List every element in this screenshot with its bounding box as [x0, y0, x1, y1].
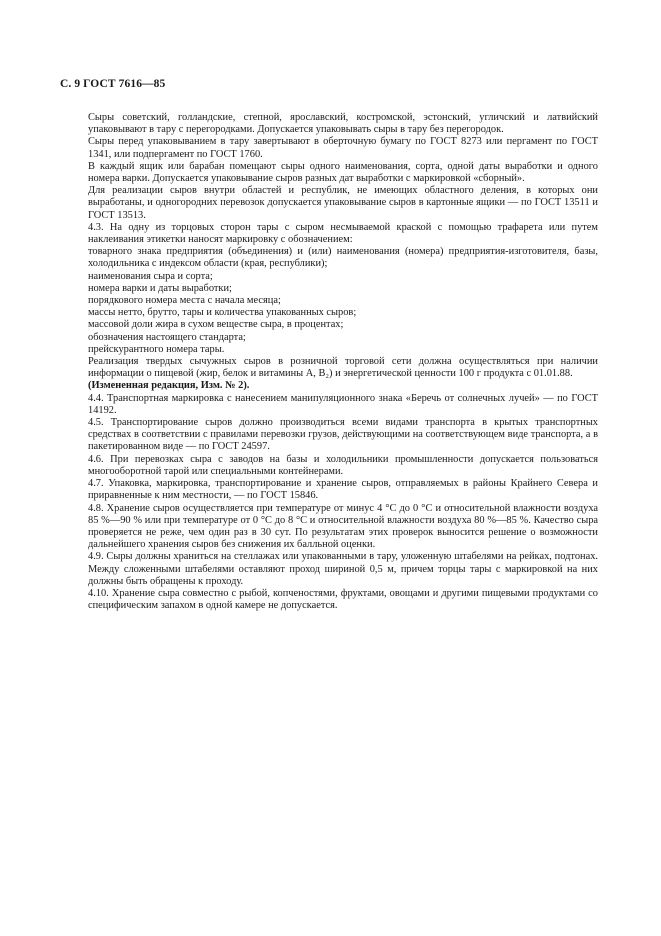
- list-item: прейскурантного номера тары.: [88, 343, 225, 355]
- body-text: [88, 112, 598, 612]
- paragraph: товарного знака предприятия (объединения) и (или) наименования (номера) предприятия-изготовителя, базы, холодильника с индексом области (края, республики);: [88, 246, 598, 270]
- paragraph: Сыры перед упаковыванием в тару завертывают в оберточную бумагу по ГОСТ 8273 или пергамент по ГОСТ 1341, или подпергамент по ГОСТ 1760.: [88, 136, 598, 160]
- paragraph: 4.9. Сыры должны храниться на стеллажах или упакованными в тару, уложенную штабелями на рейках, подтонах. Между сложенными штабелями оставляют проход шириной 0,5 м, причем торцы тары с маркировкой на них должны быть обращены к проходу.: [88, 551, 598, 587]
- paragraph: 4.5. Транспортирование сыров должно производиться всеми видами транспорта в крытых транспортных средствах в соответствии с правилами перевозки грузов, действующими на соответствующем виде транспорта, а в пакетированном виде — по ГОСТ 24597.: [88, 417, 598, 453]
- paragraph: 4.7. Упаковка, маркировка, транспортирование и хранение сыров, отправляемых в районы Крайнего Севера и приравненные к ним местности, — по ГОСТ 15846.: [88, 478, 598, 502]
- paragraph: 4.6. При перевозках сыра с заводов на базы и холодильники промышленности допускается пользоваться многооборотной тарой или специальными контейнерами.: [88, 453, 598, 477]
- paragraph: Для реализации сыров внутри областей и республик, не имеющих областного деления, в которых они выработаны, и одногородних перевозок допускается упаковывание сыров в картонные ящики — по ГОСТ 13511 и ГОСТ 13513.: [88, 185, 598, 221]
- list-item: массовой доли жира в сухом веществе сыра, в процентах;: [88, 319, 344, 331]
- list-item: наименования сыра и сорта;: [88, 270, 213, 282]
- paragraph: В каждый ящик или барабан помещают сыры одного наименования, сорта, одной даты выработки и одного номера варки. Допускается упаковывание сыров разных дат выработки с маркировкой «сборный».: [88, 160, 598, 185]
- list-item: порядкового номера места с начала месяца;: [88, 295, 281, 307]
- list-item: массы нетто, брутто, тары и количества упакованных сыров;: [88, 307, 357, 319]
- paragraph: Сыры советский, голландские, степной, ярославский, костромской, эстонский, угличский и латвийский упаковывают в тару с перегородками. Допускается упаковывать сыры в тару без перегородок.: [88, 112, 598, 136]
- paragraph: Реализация твердых сычужных сыров в розничной торговой сети должна осуществляться при наличии информации о пищевой (жир, белок и витамины А, В₂) и энергетической ценности 100 г продукта с 01.01.88.: [88, 356, 598, 380]
- paragraph: 4.10. Хранение сыра совместно с рыбой, копченостями, фруктами, овощами и другими пищевыми продуктами со специфическим запахом в одной камере не допускается.: [88, 587, 598, 612]
- page-header: С. 9 ГОСТ 7616—85: [60, 78, 166, 90]
- list-item: обозначения настоящего стандарта;: [88, 331, 246, 343]
- paragraph: 4.3. На одну из торцовых сторон тары с сыром несмываемой краской с помощью трафарета или путем наклеивания этикетки наносят маркировку с обозначением:: [88, 221, 598, 246]
- amendment-note: (Измененная редакция, Изм. № 2).: [88, 380, 250, 392]
- paragraph: 4.4. Транспортная маркировка с нанесением манипуляционного знака «Беречь от солнечных лучей» — по ГОСТ 14192.: [88, 392, 598, 416]
- list-item: номера варки и даты выработки;: [88, 282, 232, 294]
- paragraph: 4.8. Хранение сыров осуществляется при температуре от минус 4 °С до 0 °С и относительной влажности воздуха 85 %—90 % или при температуре от 0 °С до 8 °С и относительной влажности воздуха 80 %—85 %. Качество сыра проверяется не реже, чем один раз в 30 сут. По результатам этих проверок выносится решение о возможности дальнейшего хранения сыров без снижения их балльной оценки.: [88, 502, 598, 551]
